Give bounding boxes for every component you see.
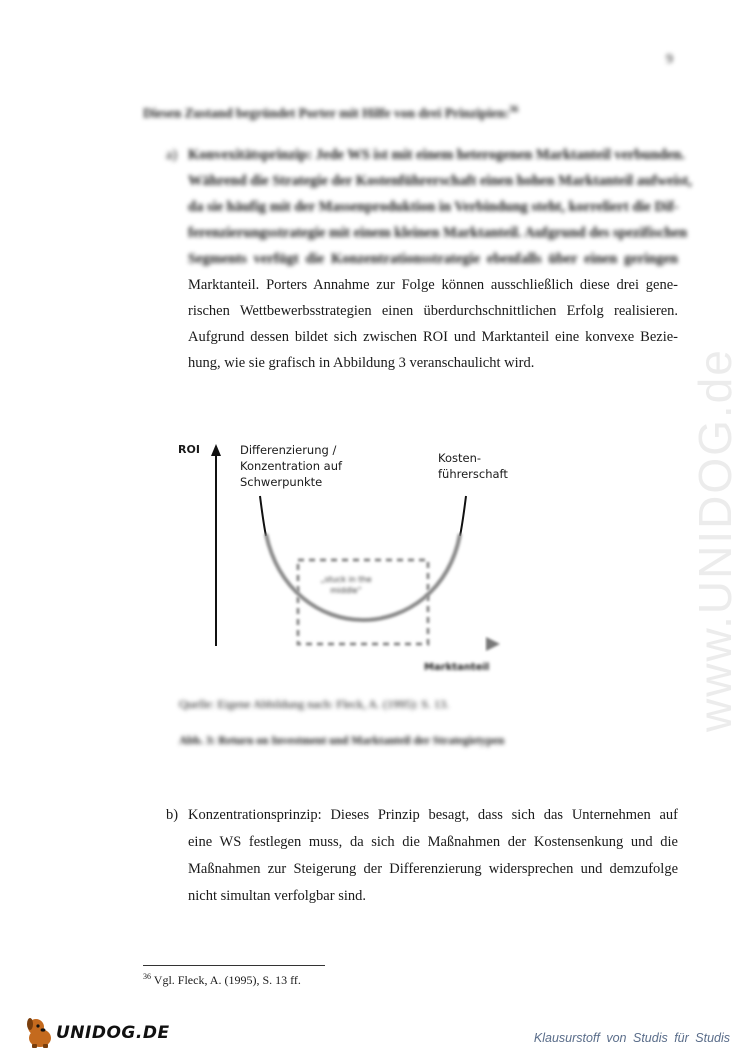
curve-right-tip bbox=[460, 496, 466, 536]
label-line: „stuck in the bbox=[320, 575, 372, 584]
list-line: nicht simultan verfolgbar sind. bbox=[188, 888, 366, 904]
list-line: rischen Wettbewerbsstrategien einen überdurchschnittlichen Erfolg realisieren. bbox=[188, 303, 678, 319]
x-axis-arrow bbox=[486, 637, 500, 651]
list-marker-a: a) bbox=[166, 147, 178, 163]
figure-caption: Abb. 3: Return on Investment und Marktanteil der Strategietypen bbox=[179, 735, 505, 747]
list-line: Segments verfügt die Konzentrationsstrategie ebenfalls über einen geringen bbox=[188, 251, 678, 267]
y-axis-label: ROI bbox=[178, 443, 200, 456]
figure bbox=[170, 430, 510, 690]
page-number: 9 bbox=[666, 52, 673, 67]
list-item-b bbox=[166, 802, 678, 910]
stuck-in-middle-box bbox=[298, 560, 428, 644]
stuck-in-middle-label bbox=[318, 574, 374, 596]
dog-icon bbox=[22, 1014, 58, 1050]
intro-paragraph bbox=[143, 104, 518, 122]
footnote-number: 36 bbox=[143, 972, 151, 981]
list-line: ferenzierungsstrategie mit einem kleinen Marktanteil. Aufgrund des spezifischen bbox=[188, 225, 688, 241]
tagline: Klausurstoff von Studis für Studis bbox=[533, 1031, 730, 1045]
y-axis-arrow bbox=[211, 444, 221, 456]
list-line: Während die Strategie der Kostenführerschaft einen hohen Marktanteil aufweist, bbox=[188, 173, 692, 189]
intro-text: Diesen Zustand begründet Porter mit Hilfe von drei Prinzipien: bbox=[143, 105, 510, 121]
list-line: Maßnahmen zur Steigerung der Differenzierung widersprechen und demzufolge bbox=[188, 861, 678, 877]
list-line: Aufgrund dessen bildet sich zwischen ROI und Marktanteil eine konvexe Bezie- bbox=[188, 329, 678, 345]
list-line: Konzentrationsprinzip: Dieses Prinzip besagt, dass sich das Unternehmen auf bbox=[188, 807, 678, 823]
curve-left-tip bbox=[260, 496, 266, 536]
footnote-reference: 36 bbox=[509, 104, 519, 114]
list-line: hung, wie sie grafisch in Abbildung 3 veranschaulicht wird. bbox=[188, 355, 535, 371]
logo-text: UNIDOG.DE bbox=[56, 1023, 170, 1043]
label-line: Differenzierung / bbox=[240, 443, 337, 457]
watermark: www.UNIDOG.de bbox=[689, 348, 741, 732]
list-line: Marktanteil. Porters Annahme zur Folge können ausschließlich diese drei gene- bbox=[188, 277, 678, 293]
differentiation-label bbox=[240, 442, 342, 490]
x-axis-label: Marktanteil bbox=[424, 662, 490, 673]
label-line: Schwerpunkte bbox=[240, 475, 323, 489]
label-line: middle“ bbox=[330, 586, 362, 595]
list-line: da sie häufig mit der Massenproduktion in Verbindung steht, korreliert die Dif- bbox=[188, 199, 679, 215]
footnote-rule bbox=[143, 965, 325, 966]
list-line: eine WS festlegen muss, da sich die Maßnahmen der Kostensenkung und die bbox=[188, 834, 678, 850]
figure-source: Quelle: Eigene Abbildung nach: Fleck, A. (1995): S. 13. bbox=[179, 697, 449, 711]
label-line: Konzentration auf bbox=[240, 459, 343, 473]
list-line: Konvexitätsprinzip: Jede WS ist mit einem heterogenen Marktanteil verbunden. bbox=[188, 147, 685, 163]
list-item-a bbox=[166, 142, 692, 376]
cost-leadership-label bbox=[438, 450, 508, 482]
label-line: Kosten- bbox=[438, 451, 482, 465]
unidog-logo[interactable] bbox=[22, 1014, 172, 1050]
list-marker-b: b) bbox=[166, 807, 179, 823]
label-line: führerschaft bbox=[438, 467, 508, 481]
footnote bbox=[143, 972, 301, 988]
footnote-text: Vgl. Fleck, A. (1995), S. 13 ff. bbox=[153, 973, 301, 987]
